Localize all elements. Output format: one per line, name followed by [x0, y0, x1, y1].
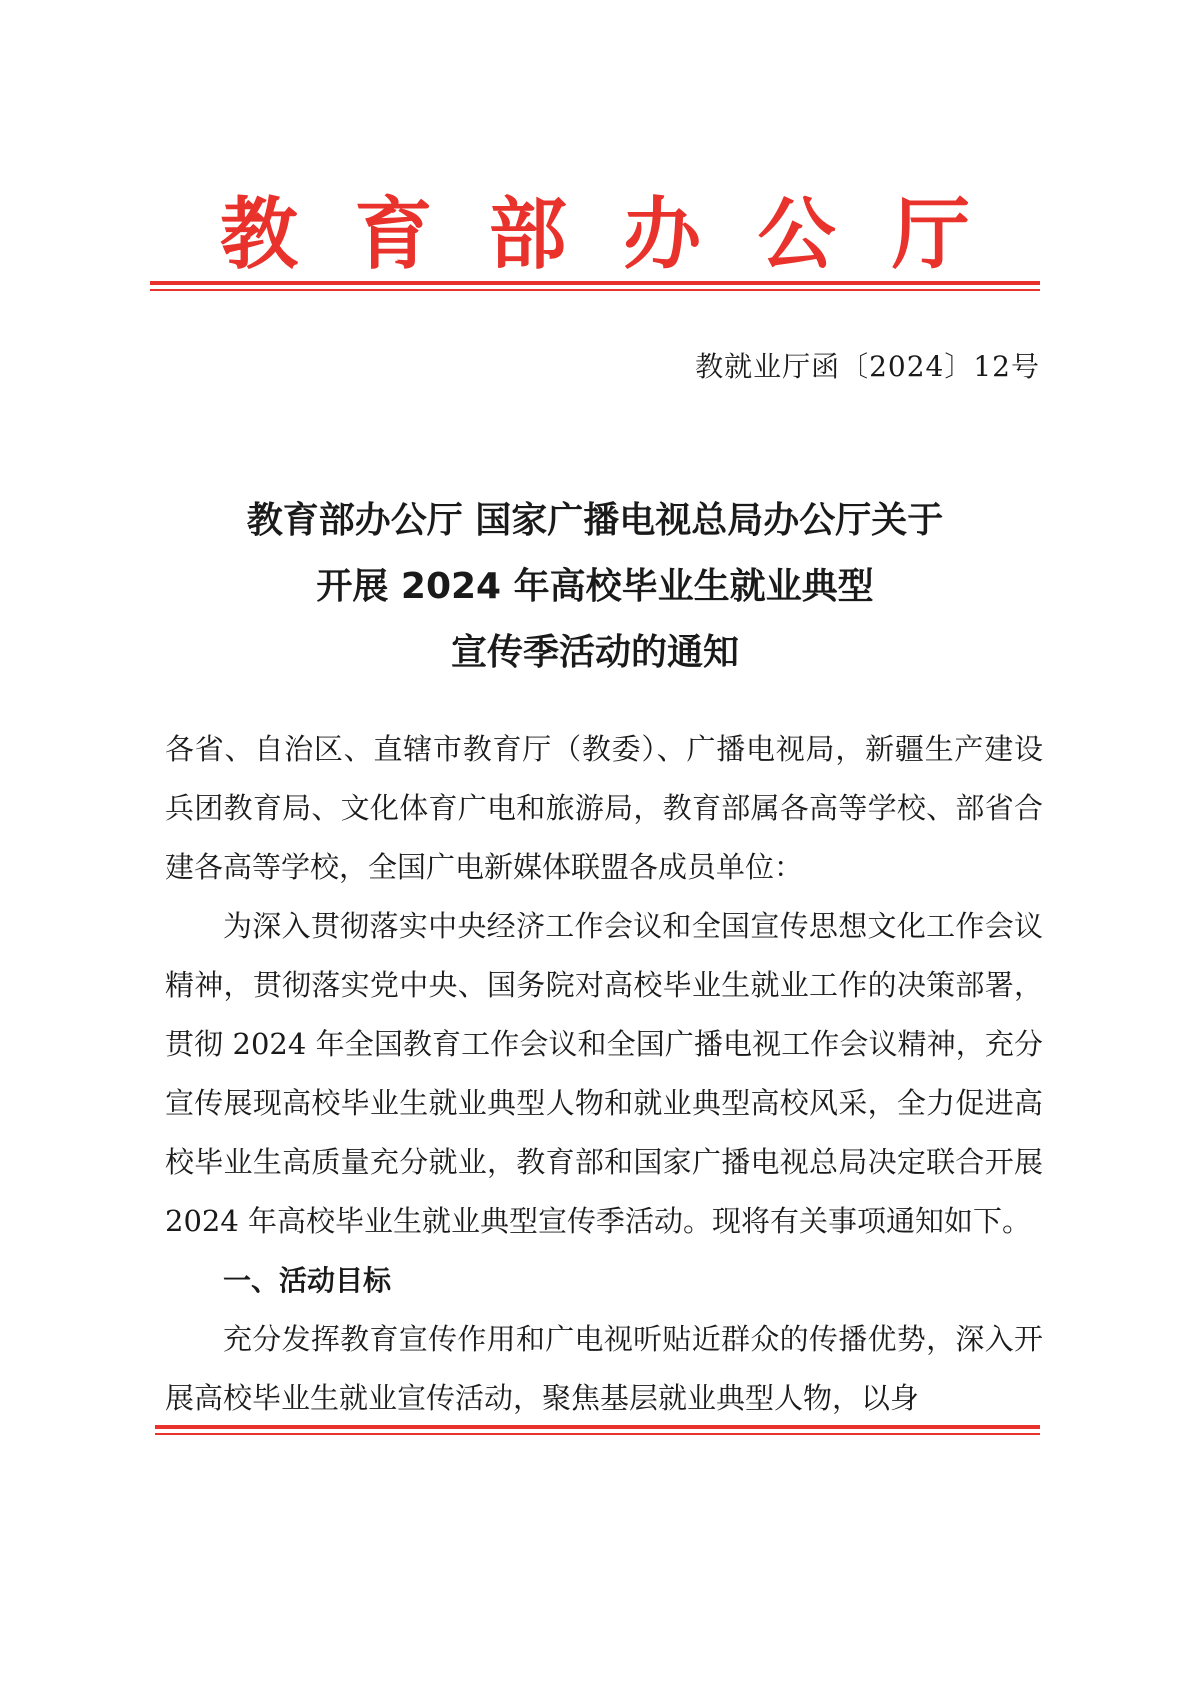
header-char-3: 部	[488, 189, 567, 280]
section-1-heading: 一、活动目标	[223, 1264, 392, 1297]
header-red-rule-thick	[150, 281, 1040, 285]
header-char-6: 厅	[891, 189, 970, 280]
document-body	[165, 720, 1043, 1428]
footer-red-rule-thick	[155, 1425, 1040, 1429]
footer-red-rule-thin	[155, 1433, 1040, 1435]
title-line-3: 宣传季活动的通知	[450, 632, 739, 673]
title-line-2: 开展 2024 年高校毕业生就业典型	[316, 566, 874, 607]
header-char-4: 办	[623, 189, 702, 280]
header-red-rule-thin	[150, 289, 1040, 291]
section-1-paragraph: 充分发挥教育宣传作用和广电视听贴近群众的传播优势，深入开展高校毕业生就业宣传活动，聚焦基层就业典型人物，以身	[165, 1322, 1043, 1415]
title-line-1: 教育部办公厅 国家广播电视总局办公厅关于	[246, 500, 944, 541]
header-char-5: 公	[757, 189, 836, 280]
header-char-1: 教	[220, 189, 299, 280]
issuing-office-header	[150, 185, 1040, 285]
addressees-paragraph: 各省、自治区、直辖市教育厅（教委）、广播电视局，新疆生产建设兵团教育局、文化体育广电和旅游局，教育部属各高等学校、部省合建各高等学校，全国广电新媒体联盟各成员单位：	[165, 732, 1043, 884]
intro-paragraph: 为深入贯彻落实中央经济工作会议和全国宣传思想文化工作会议精神，贯彻落实党中央、国务院对高校毕业生就业工作的决策部署，贯彻 2024 年全国教育工作会议和全国广播电视工作会议精神，充分宣传展现高校毕业生就业典型人物和就业典型高校风采，全力促进高校毕业生高质量充分就业，教育部和国家广播电视总局决定联合开展 2024 年高校毕业生就业典型宣传季活动。现将有关事项通知如下。	[165, 909, 1043, 1238]
document-title	[150, 488, 1040, 686]
document-number: 教就业厅函〔2024〕12号	[695, 350, 1040, 383]
header-char-2: 育	[354, 189, 433, 280]
